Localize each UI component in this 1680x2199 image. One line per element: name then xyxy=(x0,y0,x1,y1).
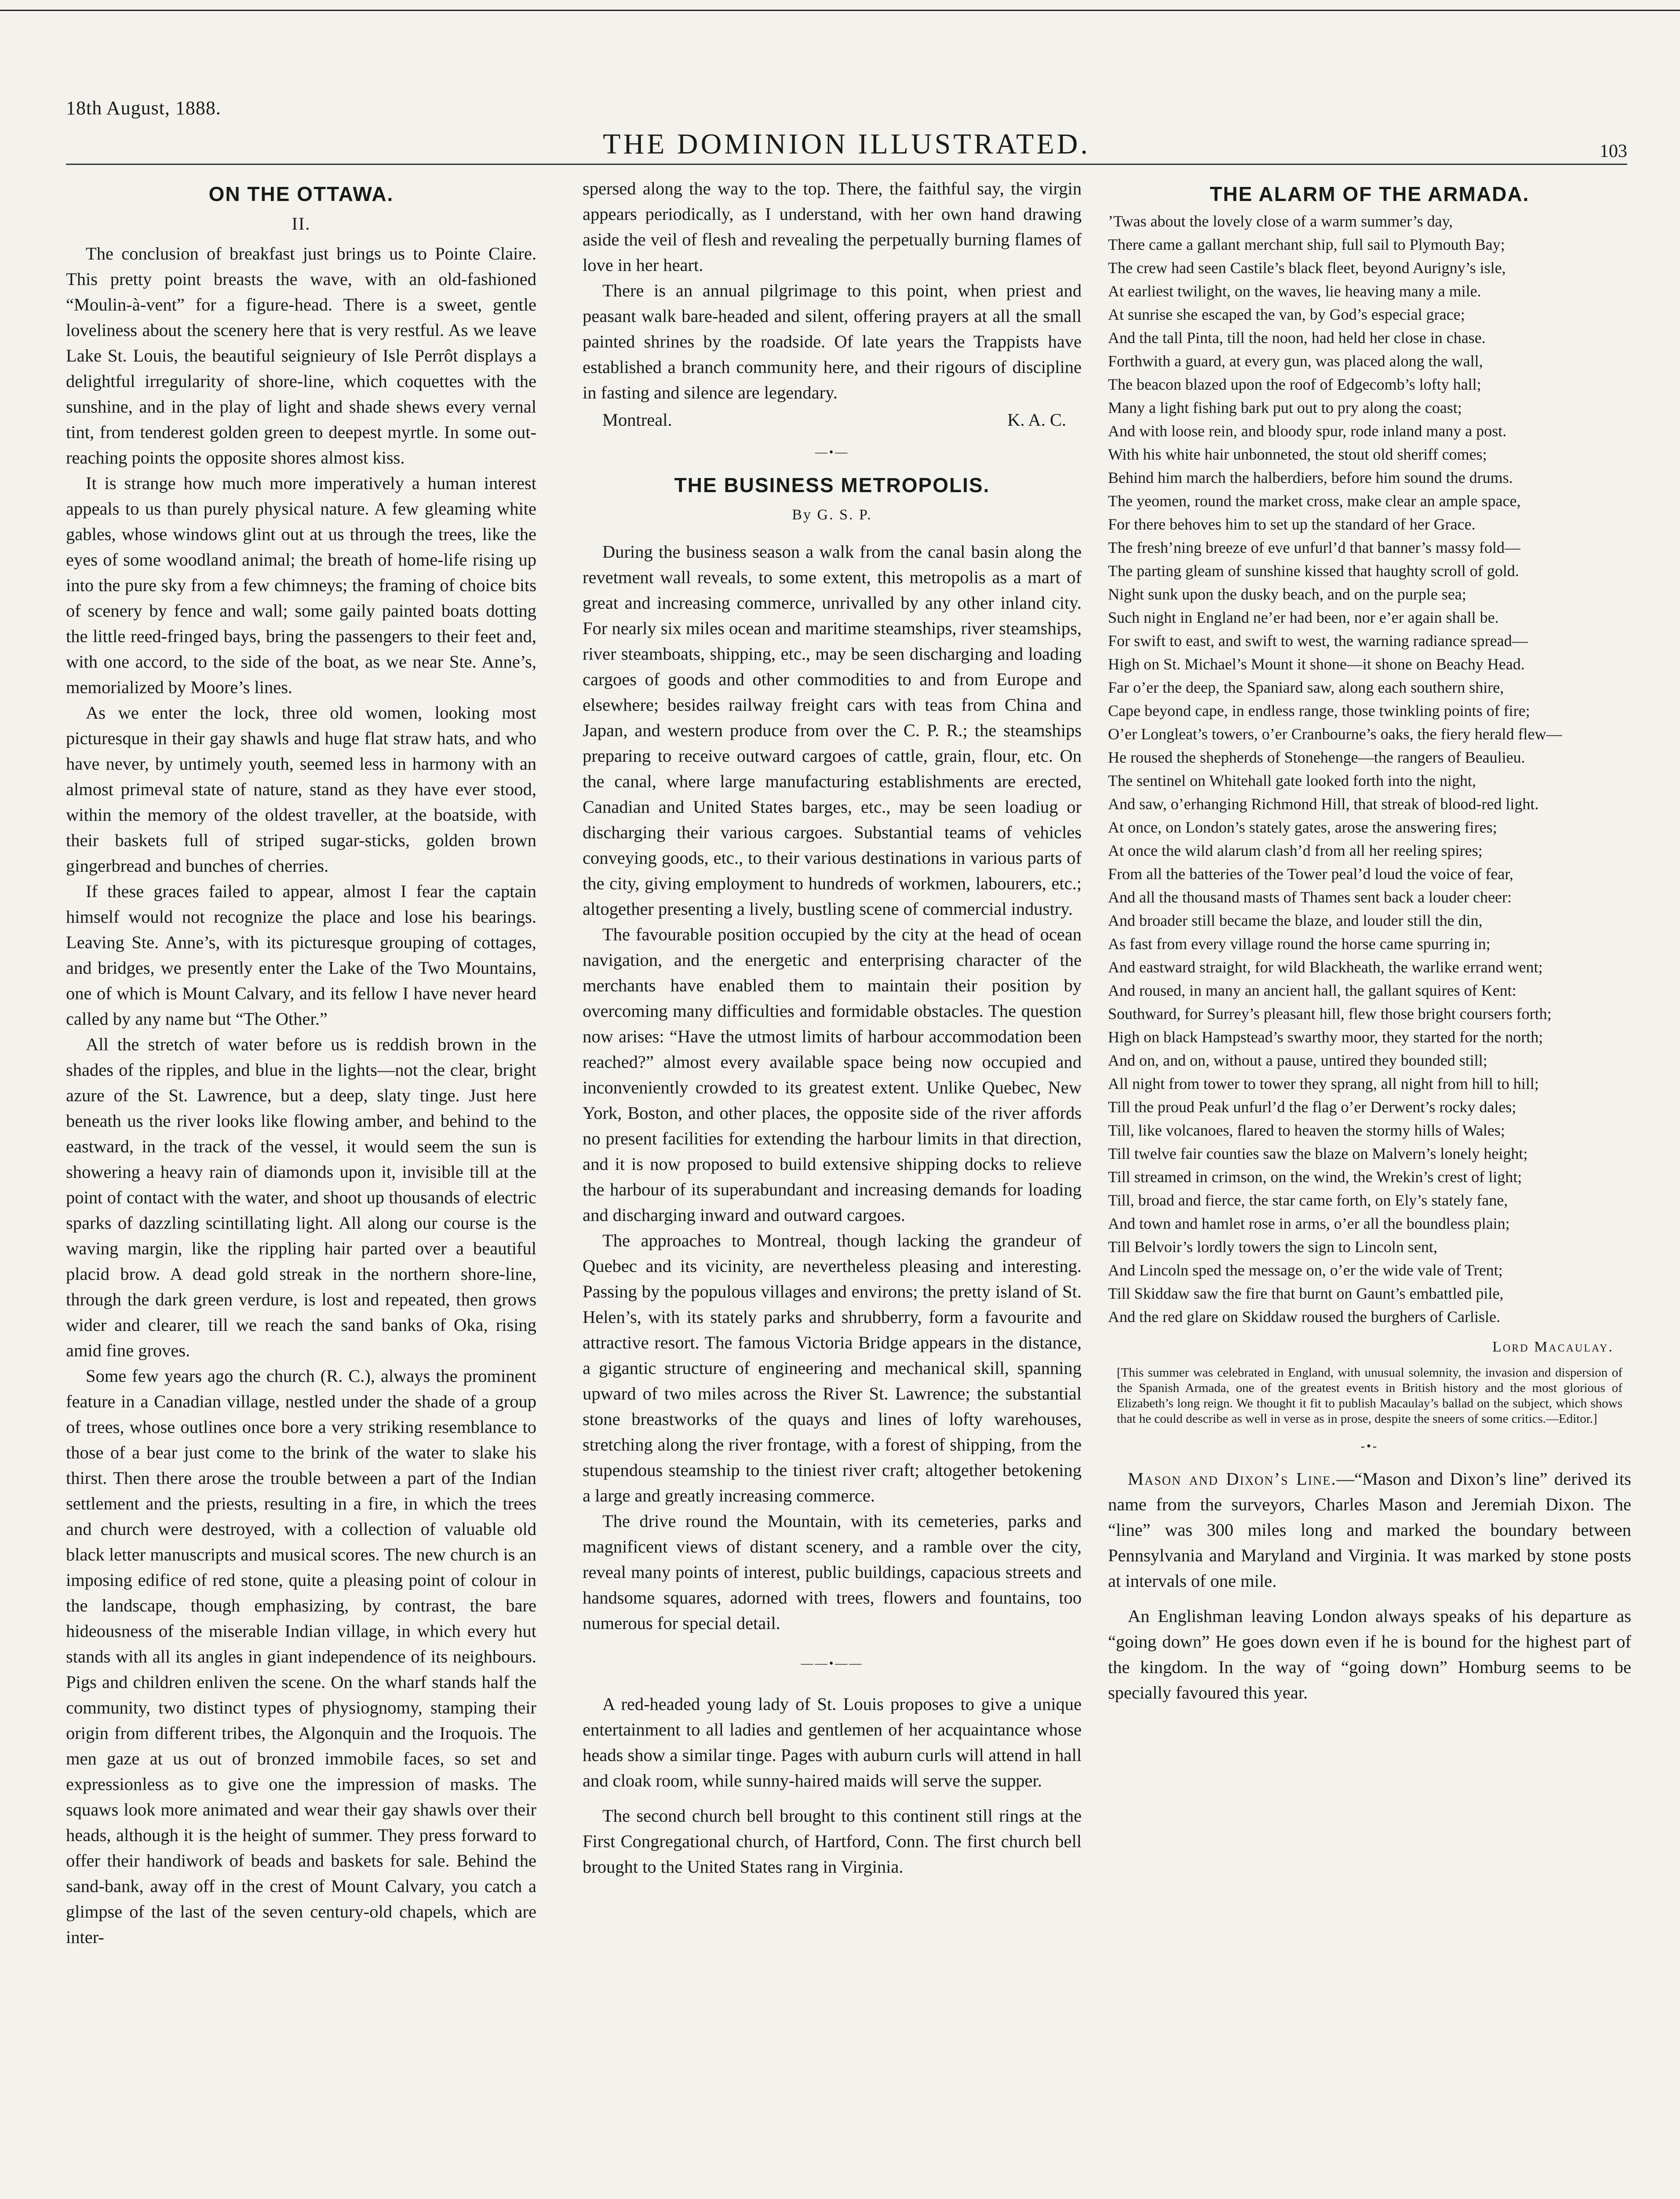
poem-line: At once the wild alarum clash’d from all her reeling spires; xyxy=(1108,842,1483,859)
poem-line: The crew had seen Castile’s black fleet, beyond Aurigny’s isle, xyxy=(1108,259,1506,277)
going-down-item: An Englishman leaving London always speaks of his departure as “going down” He goes down even if he is bound for the highest part of the kingdom. In the way of “going down” Homburg seems to be specially favoured this year. xyxy=(1108,1606,1631,1702)
page-number: 103 xyxy=(1600,141,1627,161)
mason-dixon-lead: Mason and Dixon’s Line. xyxy=(1128,1469,1337,1489)
article-part-number: II. xyxy=(292,214,311,234)
poem-line: Behind him march the halberdiers, before him sound the drums. xyxy=(1108,469,1513,486)
poem-line: And on, and on, without a pause, untired they bounded still; xyxy=(1108,1052,1487,1069)
ottawa-paragraph: The conclusion of breakfast just brings us to Pointe Claire. This pretty point breasts the wave, with an old-fashioned “Moulin-à-vent” for a figure-head. There is a sweet, gentle loveliness about the scenery here that is very restful. As we leave Lake St. Louis, the beautiful seignieury of Isle Perrôt displays a delightful irregularity of shore-line, which coquettes with the sunshine, and in the play of light and shade shews every vernal tint, from tenderest golden green to deepest myrtle. In some out-reaching points the opposite shores almost kiss. xyxy=(66,244,536,468)
article-title-armada: THE ALARM OF THE ARMADA. xyxy=(1210,183,1530,205)
poem-line: Forthwith a guard, at every gun, was placed along the wall, xyxy=(1108,352,1483,370)
ottawa-signature: K. A. C. xyxy=(1007,410,1066,430)
poem-line: High on black Hampstead’s swarthy moor, they started for the north; xyxy=(1108,1028,1543,1046)
ottawa-continuation: There is an annual pilgrimage to this point, when priest and peasant walk bare-headed and silent, offering prayers at all the small painted shrines by the roadside. Of late years the Trappists have established a branch community here, and their rigours of discipline in fasting and silence are legendary. xyxy=(583,281,1082,402)
column-1 xyxy=(66,176,536,1950)
metropolis-paragraph: The approaches to Montreal, though lacking the grandeur of Quebec and its vicinity, are nevertheless pleasing and interesting. Passing by the populous villages and environs; the pretty island of St. Helen’s, with its stately parks and shrubberry, form a favourite and attractive resort. The famous Victoria Bridge appears in the distance, a gigantic structure of engineering and mechanical skill, spanning upward of two miles across the River St. Lawrence; the substantial stone breastworks of the quays and lines of lofty warehouses, stretching along the river frontage, with a forest of shipping, from the stupendous steamship to the tiniest river craft; altogether betokening a large and greatly increasing commerce. xyxy=(583,1231,1082,1505)
poem-line: ’Twas about the lovely close of a warm summer’s day, xyxy=(1108,212,1453,230)
poem-line: Till, like volcanoes, flared to heaven the stormy hills of Wales; xyxy=(1108,1121,1505,1139)
poem-line: And saw, o’erhanging Richmond Hill, that streak of blood-red light. xyxy=(1108,795,1539,813)
poem-line: Far o’er the deep, the Spaniard saw, along each southern shire, xyxy=(1108,679,1504,696)
poem-line: The parting gleam of sunshine kissed that haughty scroll of gold. xyxy=(1108,562,1519,580)
metropolis-paragraph: During the business season a walk from the canal basin along the revetment wall reveals, to some extent, this metropolis as a mart of great and increasing commerce, unrivalled by any other inland city. For nearly six miles ocean and maritime steamships, river steamships, river steamboats, shipping, etc., may be seen discharging and loading cargoes of goods and other commodities to and from Europe and elsewhere; besides railway freight cars with teas from China and Japan, and western produce from over the C. P. R.; the steamships preparing to receive outward cargoes of cattle, grain, flour, etc. On the canal, where large manufacturing establishments are erected, Canadian and United States barges, etc., may be seen loadiug or discharging their various cargoes. Substantial teams of vehicles conveying goods, etc., to their various destinations in various parts of the city, giving employment to hundreds of workmen, labourers, etc.; altogether presenting a lively, bustling scene of commercial industry. xyxy=(583,542,1082,919)
poem-line: The fresh’ning breeze of eve unfurl’d that banner’s massy fold— xyxy=(1108,539,1521,556)
poem-line: High on St. Michael’s Mount it shone—it shone on Beachy Head. xyxy=(1108,655,1525,673)
spacer xyxy=(1108,1594,1631,1604)
poem-line: At once, on London’s stately gates, arose the answering fires; xyxy=(1108,818,1497,836)
poem-line: Till Belvoir’s lordly towers the sign to Lincoln sent, xyxy=(1108,1238,1437,1256)
poem-line: For there behoves him to set up the standard of her Grace. xyxy=(1108,515,1476,533)
issue-date: 18th August, 1888. xyxy=(66,97,221,119)
ottawa-continuation: spersed along the way to the top. There, the faithful say, the virgin appears periodically, as I understand, with her own hand drawing aside the veil of flesh and revealing the perpetually burning flames of love in her heart. xyxy=(583,179,1082,275)
poem-line: And roused, in many an ancient hall, the gallant squires of Kent: xyxy=(1108,982,1516,999)
poem-line: The beacon blazed upon the roof of Edgecomb’s lofty hall; xyxy=(1108,376,1481,393)
column-2 xyxy=(583,176,1082,1880)
section-divider: —•— xyxy=(815,446,849,459)
ottawa-place: Montreal. xyxy=(602,410,672,430)
ottawa-paragraph: It is strange how much more imperatively a human interest appeals to us than purely physical nature. A few gleaming white gables, whose windows glint out at us through the trees, like the eyes of some woodland animal; the breath of home-life rising up into the pure sky from a few chimneys; the framing of choice bits of scenery by fence and wall; some gaily painted boats dotting the little reed-fringed bays, bring the passengers to their feet and, with one accord, to the side of the boat, as we near Ste. Anne’s, memorialized by Moore’s lines. xyxy=(66,473,536,697)
section-divider: -•- xyxy=(1360,1439,1379,1453)
poem-line: Till streamed in crimson, on the wind, the Wrekin’s crest of light; xyxy=(1108,1168,1522,1186)
poem-line: Till, broad and fierce, the star came forth, on Ely’s stately fane, xyxy=(1108,1191,1508,1209)
article-byline: By G. S. P. xyxy=(792,507,872,523)
masthead xyxy=(66,88,1627,161)
newspaper-title: THE DOMINION ILLUSTRATED. xyxy=(603,128,1090,160)
editor-note: [This summer was celebrated in England, with unusual solemnity, the invasion and dispersion of the Spanish Armada, one of the greatest events in British history and the most glorious of Elizabeth’s long reign. We thought it fit to publish Macaulay’s ballad on the subject, which shows that he could describe as well in verse as in prose, despite the sneers of some critics.—Editor.] xyxy=(1117,1366,1622,1426)
poem-line: From all the batteries of the Tower peal’d loud the voice of fear, xyxy=(1108,865,1514,883)
poem-line: The yeomen, round the market cross, make clear an ample space, xyxy=(1108,492,1521,510)
poem-line: Cape beyond cape, in endless range, those twinkling points of fire; xyxy=(1108,702,1530,720)
poem-line: There came a gallant merchant ship, full sail to Plymouth Bay; xyxy=(1108,236,1505,253)
poem-line: Till the proud Peak unfurl’d the flag o’er Derwent’s rocky dales; xyxy=(1108,1098,1516,1116)
poem-line: All night from tower to tower they sprang, all night from hill to hill; xyxy=(1108,1075,1539,1092)
poem-line: And town and hamlet rose in arms, o’er all the boundless plain; xyxy=(1108,1215,1510,1232)
poem-line: As fast from every village round the horse came spurring in; xyxy=(1108,935,1490,953)
poem-line: For swift to east, and swift to west, the warning radiance spread— xyxy=(1108,632,1528,650)
ottawa-paragraph: If these graces failed to appear, almost I fear the captain himself would not recognize the place and lose his bearings. Leaving Ste. Anne’s, with its picturesque grouping of cottages, and bridges, we presently enter the Lake of the Two Mountains, one of which is Mount Calvary, and its fellow I have never heard called by any name but “The Other.” xyxy=(66,881,536,1029)
ottawa-paragraph: Some few years ago the church (R. C.), always the prominent feature in a Canadian village, nestled under the shade of a group of trees, whose outlines once bore a very striking resemblance to those of a bear just come to the brink of the water to slake his thirst. Then there arose the trouble between a part of the Indian settlement and the priests, resulting in a fire, in which the trees and church were destroyed, with a collection of valuable old black letter manuscripts and musical scores. The new church is an imposing edifice of red stone, quite a pleasing point of colour in the landscape, though emphasizing, by contrast, the bare hideousness of the miserable Indian village, in which every hut stands with all its angles in giant independence of its neighbours. Pigs and children enliven the scene. On the wharf stands half the community, two distinct types of physiognomy, stamping their origin from different tribes, the Algonquin and the Iroquois. The men gaze at us out of bronzed immobile faces, so set and expressionless as to give one the impression of masks. The squaws look more animated and wear their gay shawls over their heads, although it is the height of summer. They press forward to offer their handiwork of beads and baskets for sale. Behind the sand-bank, away off in the crest of Mount Calvary, you catch a glimpse of the last of the seven century-old chapels, which are inter- xyxy=(66,1366,536,1947)
poem-line: Till twelve fair counties saw the blaze on Malvern’s lonely height; xyxy=(1108,1145,1528,1162)
poem-line: O’er Longleat’s towers, o’er Cranbourne’s oaks, the fiery herald flew— xyxy=(1108,725,1562,743)
poem-line: Many a light fishing bark put out to pry along the coast; xyxy=(1108,399,1462,416)
ottawa-paragraph: As we enter the lock, three old women, looking most picturesque in their gay shawls and huge flat straw hats, and who have never, by untimely youth, seemed less in harmony with an almost primeval state of nature, stand as they have ever stood, within the memory of the oldest traveller, at the boatside, with their baskets full of striped sugar-sticks, golden brown gingerbread and bunches of cherries. xyxy=(66,703,536,876)
top-border xyxy=(0,0,1680,11)
metropolis-paragraph: The drive round the Mountain, with its cemeteries, parks and magnificent views of distant scenery, and a ramble over the city, reveal many points of interest, public buildings, capacious streets and handsome squares, adorned with trees, flowers and fountains, too numerous for special detail. xyxy=(583,1511,1082,1633)
article-title-ottawa: ON THE OTTAWA. xyxy=(208,183,394,205)
poem-line: And all the thousand masts of Thames sent back a louder cheer: xyxy=(1108,888,1512,906)
ottawa-signature-line xyxy=(583,407,1082,433)
mason-dixon-text: —“Mason and Dixon’s line” derived its name from the surveyors, Charles Mason and Jeremiah Dixon. The “line” was 300 miles long and marked the boundary between Pennsylvania and Maryland and Virginia. It was marked by stone posts at intervals of one mile. xyxy=(1108,1469,1632,1591)
column-3 xyxy=(1108,176,1631,1706)
poem-line: And the tall Pinta, till the noon, had held her close in chase. xyxy=(1108,329,1486,347)
poem-line: Southward, for Surrey’s pleasant hill, flew those bright coursers forth; xyxy=(1108,1005,1552,1023)
mason-dixon-item xyxy=(1108,1466,1631,1594)
poem-line: Till Skiddaw saw the fire that burnt on Gaunt’s embattled pile, xyxy=(1108,1285,1504,1302)
poem-line: And Lincoln sped the message on, o’er the wide vale of Trent; xyxy=(1108,1261,1503,1279)
poem-line: And eastward straight, for wild Blackheath, the warlike errand went; xyxy=(1108,958,1543,976)
article-title-metropolis: THE BUSINESS METROPOLIS. xyxy=(674,474,990,497)
poem-line: At sunrise she escaped the van, by God’s especial grace; xyxy=(1108,306,1465,323)
poem-line: And with loose rein, and bloody spur, rode inland many a post. xyxy=(1108,422,1507,440)
metropolis-paragraph: The favourable position occupied by the city at the head of ocean navigation, and the energetic and enterprising character of the merchants have enabled them to maintain their position by overcoming many difficulties and formidable obstacles. The question now arises: “Have the utmost limits of harbour accommodation been reached?” almost every available space being now occupied and inconveniently crowded to its greatest extent. Unlike Quebec, New York, Boston, and other places, the opposite side of the river affords no present facilities for extending the harbour limits in that direction, and it is now proposed to build extensive shipping docks to relieve the harbour of its superabundant and increasing demands for loading and discharging inward and outward cargoes. xyxy=(583,924,1082,1225)
poem-line: And the red glare on Skiddaw roused the burghers of Carlisle. xyxy=(1108,1308,1501,1326)
spacer xyxy=(583,1794,1082,1803)
poem-line: At earliest twilight, on the waves, lie heaving many a mile. xyxy=(1108,282,1481,300)
poem-line: With his white hair unbonneted, the stout old sheriff comes; xyxy=(1108,446,1487,463)
poem-line: The sentinel on Whitehall gate looked forth into the night, xyxy=(1108,772,1476,789)
poem-line: He roused the shepherds of Stonehenge—the rangers of Beaulieu. xyxy=(1108,749,1525,766)
church-bell-item: The second church bell brought to this continent still rings at the First Congregational church, of Hartford, Conn. The first church bell brought to the United States rang in Virginia. xyxy=(583,1806,1082,1877)
poem-line: Night sunk upon the dusky beach, and on the purple sea; xyxy=(1108,585,1466,603)
poem-line: Such night in England ne’er had been, nor e’er again shall be. xyxy=(1108,609,1499,626)
armada-poem xyxy=(1108,211,1631,1327)
redhead-item: A red-headed young lady of St. Louis proposes to give a unique entertainment to all ladies and gentlemen of her acquaintance whose heads show a similar tinge. Pages with auburn curls will attend in hall and cloak room, while sunny-haired maids will serve the supper. xyxy=(583,1694,1082,1790)
poem-line: And broader still became the blaze, and louder still the din, xyxy=(1108,912,1483,929)
masthead-rule xyxy=(66,164,1627,165)
section-divider: ——•—— xyxy=(801,1657,864,1670)
poem-author: Lord Macaulay. xyxy=(1492,1339,1614,1355)
ottawa-paragraph: All the stretch of water before us is reddish brown in the shades of the ripples, and blue in the lights—not the clear, bright azure of the St. Lawrence, but a deep, slaty tinge. Just here beneath us the river looks like flowing amber, and behind to the eastward, in the track of the vessel, it would seem the sun is showering a heavy rain of diamonds upon it, invisible till at the point of contact with the water, and shoot up thousands of electric sparks of dazzling scintillating light. All along our course is the waving margin, like the rippling hair parted over a beautiful placid brow. A dead gold streak in the northern shore-line, through the dark green verdure, is lost and repeated, then grows wider and clearer, till we reach the sand banks of Oka, rising amid fine groves. xyxy=(66,1034,536,1360)
